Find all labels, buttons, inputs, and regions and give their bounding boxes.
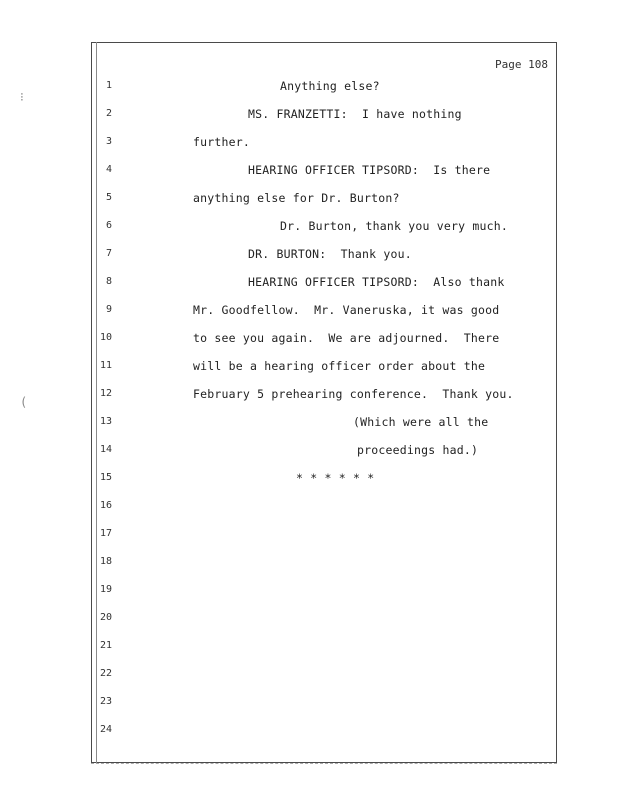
line-number: 10 — [99, 332, 112, 343]
line-number: 11 — [99, 360, 112, 371]
transcript-line: Mr. Goodfellow. Mr. Vaneruska, it was good — [193, 303, 500, 317]
transcript-line: (Which were all the — [353, 415, 489, 429]
transcript-line: HEARING OFFICER TIPSORD: Also thank — [248, 275, 505, 289]
line-number: 1 — [105, 80, 112, 91]
line-number: 4 — [105, 164, 112, 175]
line-number: 15 — [99, 472, 112, 483]
transcript-line: DR. BURTON: Thank you. — [248, 247, 412, 261]
line-number: 20 — [99, 612, 112, 623]
transcript-line: will be a hearing officer order about the — [193, 359, 486, 373]
line-number: 14 — [99, 444, 112, 455]
line-number: 8 — [105, 276, 112, 287]
transcript-line: * * * * * * — [296, 471, 375, 485]
transcript-line: proceedings had.) — [357, 443, 479, 457]
line-number: 21 — [99, 640, 112, 651]
line-number: 7 — [105, 248, 112, 259]
transcript-line: MS. FRANZETTI: I have nothing — [248, 107, 462, 121]
line-number: 12 — [99, 388, 112, 399]
transcript-line: to see you again. We are adjourned. There — [193, 331, 500, 345]
line-number: 9 — [105, 304, 112, 315]
line-number: 2 — [105, 108, 112, 119]
transcript-line: Dr. Burton, thank you very much. — [280, 219, 508, 233]
transcript-line: further. — [193, 135, 250, 149]
line-number: 16 — [99, 500, 112, 511]
scan-mark-middle: ( — [20, 395, 28, 409]
line-number: 22 — [99, 668, 112, 679]
scan-mark-top: ⁝ — [20, 90, 24, 104]
line-number: 17 — [99, 528, 112, 539]
line-number: 24 — [99, 724, 112, 735]
left-margin-rule — [96, 42, 97, 763]
line-number: 6 — [105, 220, 112, 231]
transcript-line: anything else for Dr. Burton? — [193, 191, 400, 205]
line-number: 18 — [99, 556, 112, 567]
line-number: 19 — [99, 584, 112, 595]
line-number: 23 — [99, 696, 112, 707]
line-number: 3 — [105, 136, 112, 147]
bottom-scan-edge — [91, 763, 557, 768]
page-number: Page 108 — [495, 58, 548, 71]
transcript-line: February 5 prehearing conference. Thank you. — [193, 387, 514, 401]
line-number: 5 — [105, 192, 112, 203]
transcript-page — [91, 42, 557, 763]
transcript-line: Anything else? — [280, 79, 380, 93]
line-number: 13 — [99, 416, 112, 427]
transcript-line: HEARING OFFICER TIPSORD: Is there — [248, 163, 491, 177]
